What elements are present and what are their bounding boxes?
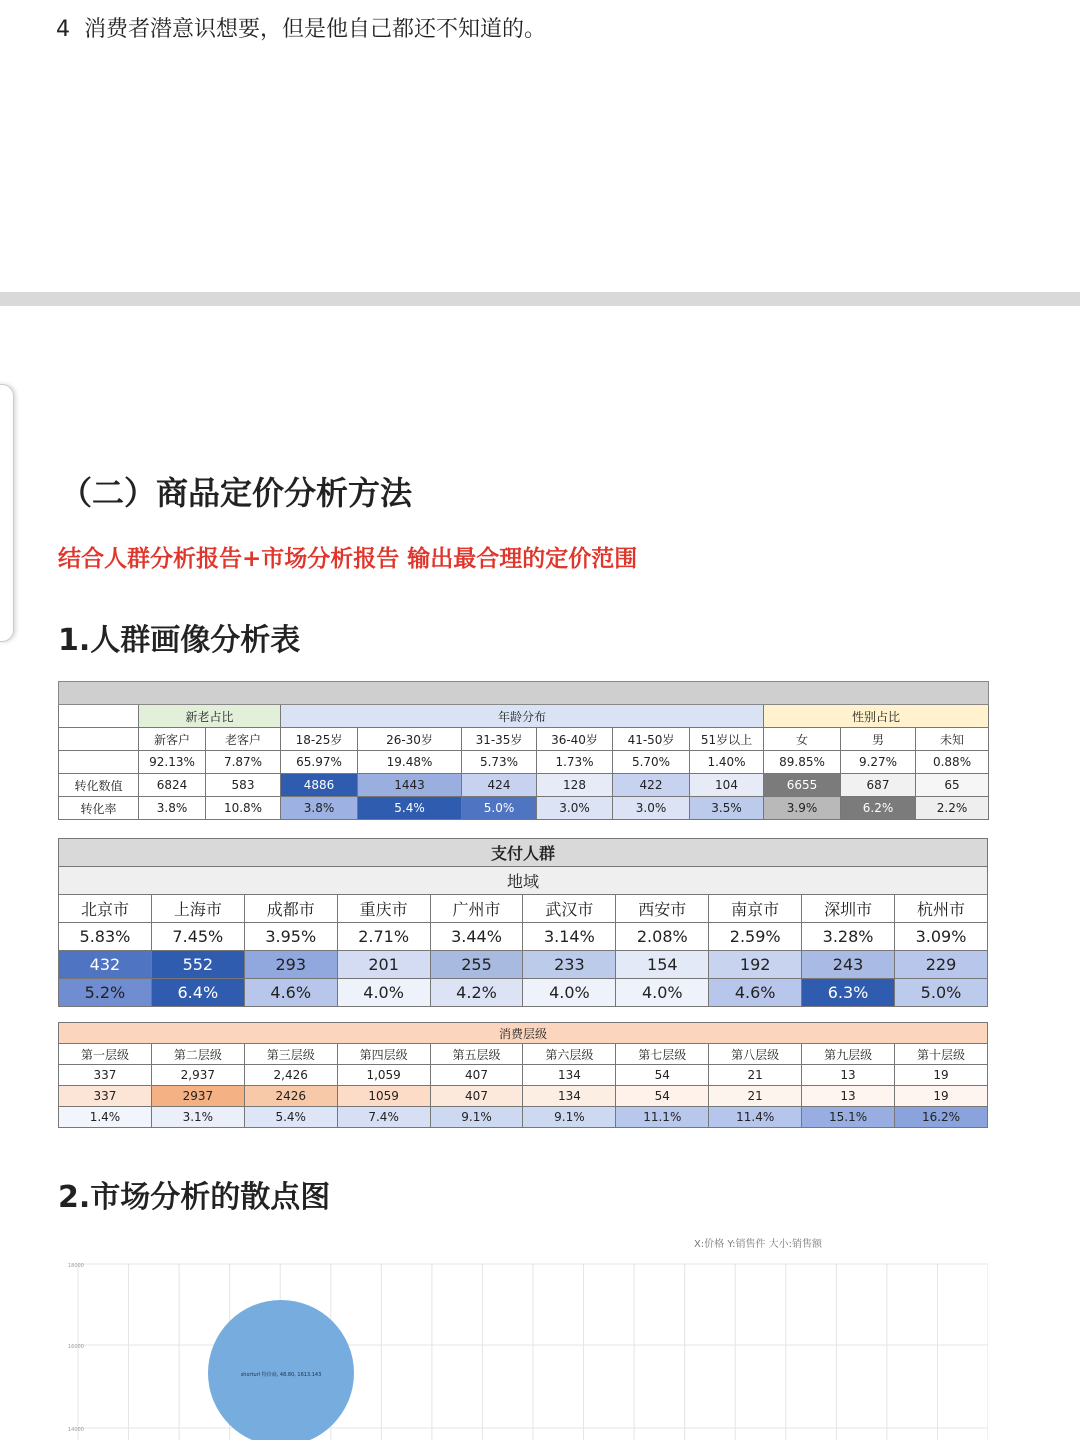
level-value-cell: 1,059 bbox=[337, 1065, 430, 1086]
city-name-cell: 杭州市 bbox=[895, 895, 988, 923]
intro-text: 消费者潜意识想要，但是他自己都还不知道的。 bbox=[84, 17, 547, 42]
level-count-cell: 407 bbox=[430, 1086, 523, 1107]
level-header-cell: 第三层级 bbox=[244, 1044, 337, 1065]
city-share-cell: 3.44% bbox=[430, 923, 523, 951]
section-title: （二）商品定价分析方法 bbox=[60, 474, 413, 512]
table1-col-header: 51岁以上 bbox=[690, 728, 764, 751]
table1-share-cell: 5.73% bbox=[462, 751, 537, 774]
level-value-row bbox=[59, 1065, 988, 1086]
city-name-cell: 西安市 bbox=[616, 895, 709, 923]
scatter-chart bbox=[58, 1228, 988, 1440]
table1-share-cell: 1.40% bbox=[690, 751, 764, 774]
intro-number: 4 bbox=[56, 17, 70, 42]
rate-label: 转化率 bbox=[59, 797, 139, 820]
city-share-cell: 3.09% bbox=[895, 923, 988, 951]
table1-conv-cell: 104 bbox=[690, 774, 764, 797]
city-share-cell: 7.45% bbox=[151, 923, 244, 951]
table1-col-header: 老客户 bbox=[206, 728, 281, 751]
table1-rate-cell: 2.2% bbox=[916, 797, 989, 820]
table1-rate-cell: 3.0% bbox=[613, 797, 690, 820]
table1-conv-cell: 422 bbox=[613, 774, 690, 797]
region-table bbox=[58, 838, 988, 1007]
city-count-cell: 552 bbox=[151, 951, 244, 979]
table1-share-cell: 5.70% bbox=[613, 751, 690, 774]
level-rate-cell: 7.4% bbox=[337, 1107, 430, 1128]
table1-rate-row bbox=[59, 797, 989, 820]
y-tick-label: 16000 bbox=[68, 1344, 84, 1350]
level-header-cell: 第二层级 bbox=[151, 1044, 244, 1065]
table1-col-header: 26-30岁 bbox=[358, 728, 462, 751]
scatter-svg bbox=[58, 1228, 988, 1440]
city-share-cell: 3.14% bbox=[523, 923, 616, 951]
table1-share-cell: 92.13% bbox=[139, 751, 206, 774]
level-header-cell: 第五层级 bbox=[430, 1044, 523, 1065]
city-rate-cell: 4.6% bbox=[709, 979, 802, 1007]
table1-col-header: 31-35岁 bbox=[462, 728, 537, 751]
level-value-cell: 54 bbox=[616, 1065, 709, 1086]
level-rate-cell: 9.1% bbox=[430, 1107, 523, 1128]
table1-group-row bbox=[59, 705, 989, 728]
level-rate-row bbox=[59, 1107, 988, 1128]
city-share-cell: 3.95% bbox=[244, 923, 337, 951]
level-value-cell: 19 bbox=[895, 1065, 988, 1086]
city-rate-cell: 6.3% bbox=[802, 979, 895, 1007]
city-name-cell: 深圳市 bbox=[802, 895, 895, 923]
level-count-cell: 19 bbox=[895, 1086, 988, 1107]
level-value-cell: 2,426 bbox=[244, 1065, 337, 1086]
heading-persona-table: 1.人群画像分析表 bbox=[58, 623, 301, 658]
level-header-cell: 第七层级 bbox=[616, 1044, 709, 1065]
table1-col-header: 36-40岁 bbox=[537, 728, 613, 751]
conv-label: 转化数值 bbox=[59, 774, 139, 797]
level-count-cell: 1059 bbox=[337, 1086, 430, 1107]
y-tick-label: 18000 bbox=[68, 1263, 84, 1269]
region-table-subtitle: 地域 bbox=[59, 867, 988, 895]
section-divider bbox=[0, 292, 1080, 306]
scatter-bubble bbox=[208, 1300, 354, 1440]
persona-table bbox=[58, 681, 989, 820]
level-row bbox=[59, 1044, 988, 1065]
city-share-row bbox=[59, 923, 988, 951]
table1-share-row bbox=[59, 751, 989, 774]
table1-col-header: 未知 bbox=[916, 728, 989, 751]
level-rate-cell: 15.1% bbox=[802, 1107, 895, 1128]
level-table-title: 消费层级 bbox=[59, 1023, 988, 1044]
city-count-cell: 192 bbox=[709, 951, 802, 979]
table1-column-row bbox=[59, 728, 989, 751]
city-name-cell: 上海市 bbox=[151, 895, 244, 923]
level-rate-cell: 3.1% bbox=[151, 1107, 244, 1128]
level-count-cell: 54 bbox=[616, 1086, 709, 1107]
table1-rate-cell: 3.9% bbox=[764, 797, 841, 820]
level-rate-cell: 1.4% bbox=[59, 1107, 152, 1128]
city-rate-cell: 4.0% bbox=[523, 979, 616, 1007]
city-share-cell: 2.71% bbox=[337, 923, 430, 951]
level-header-cell: 第四层级 bbox=[337, 1044, 430, 1065]
city-name-cell: 南京市 bbox=[709, 895, 802, 923]
city-count-row bbox=[59, 951, 988, 979]
level-value-cell: 13 bbox=[802, 1065, 895, 1086]
city-count-cell: 255 bbox=[430, 951, 523, 979]
table1-share-cell: 0.88% bbox=[916, 751, 989, 774]
table1-conv-cell: 1443 bbox=[358, 774, 462, 797]
city-name-cell: 武汉市 bbox=[523, 895, 616, 923]
level-rate-cell: 5.4% bbox=[244, 1107, 337, 1128]
level-rate-cell: 16.2% bbox=[895, 1107, 988, 1128]
level-value-cell: 407 bbox=[430, 1065, 523, 1086]
city-count-cell: 229 bbox=[895, 951, 988, 979]
level-count-cell: 21 bbox=[709, 1086, 802, 1107]
y-ticks bbox=[68, 1263, 84, 1433]
level-count-row bbox=[59, 1086, 988, 1107]
city-name-cell: 重庆市 bbox=[337, 895, 430, 923]
table1-share-cell: 7.87% bbox=[206, 751, 281, 774]
level-count-cell: 2426 bbox=[244, 1086, 337, 1107]
side-drawer-handle[interactable] bbox=[0, 384, 14, 642]
city-count-cell: 293 bbox=[244, 951, 337, 979]
level-value-cell: 134 bbox=[523, 1065, 616, 1086]
city-rate-cell: 4.0% bbox=[337, 979, 430, 1007]
city-name-cell: 北京市 bbox=[59, 895, 152, 923]
table1-rate-cell: 3.5% bbox=[690, 797, 764, 820]
level-header-cell: 第八层级 bbox=[709, 1044, 802, 1065]
table1-col-header: 18-25岁 bbox=[281, 728, 358, 751]
table1-conv-cell: 65 bbox=[916, 774, 989, 797]
level-rate-cell: 9.1% bbox=[523, 1107, 616, 1128]
intro-line bbox=[56, 12, 546, 43]
table1-rate-cell: 5.4% bbox=[358, 797, 462, 820]
level-count-cell: 13 bbox=[802, 1086, 895, 1107]
level-value-cell: 2,937 bbox=[151, 1065, 244, 1086]
level-header-cell: 第六层级 bbox=[523, 1044, 616, 1065]
city-share-cell: 2.59% bbox=[709, 923, 802, 951]
bubble-label: shorturl 特价商, 48.80, 1613.143 bbox=[240, 1372, 322, 1378]
table1-rate-cell: 6.2% bbox=[841, 797, 916, 820]
table1-conv-cell: 4886 bbox=[281, 774, 358, 797]
table1-rate-cell: 3.8% bbox=[139, 797, 206, 820]
table1-conv-cell: 583 bbox=[206, 774, 281, 797]
table1-share-cell: 65.97% bbox=[281, 751, 358, 774]
city-rate-cell: 4.0% bbox=[616, 979, 709, 1007]
city-row bbox=[59, 895, 988, 923]
group-age: 年龄分布 bbox=[281, 705, 764, 728]
chart-title: X:价格 Y:销售件 大小:销售额 bbox=[693, 1239, 823, 1250]
group-new-old: 新老占比 bbox=[139, 705, 281, 728]
heading-scatter: 2.市场分析的散点图 bbox=[58, 1180, 331, 1215]
table1-share-cell: 1.73% bbox=[537, 751, 613, 774]
level-rate-cell: 11.1% bbox=[616, 1107, 709, 1128]
table1-share-cell: 19.48% bbox=[358, 751, 462, 774]
city-rate-cell: 5.0% bbox=[895, 979, 988, 1007]
city-rate-cell: 5.2% bbox=[59, 979, 152, 1007]
level-count-cell: 134 bbox=[523, 1086, 616, 1107]
city-name-cell: 广州市 bbox=[430, 895, 523, 923]
red-subtitle: 结合人群分析报告+市场分析报告 输出最合理的定价范围 bbox=[58, 546, 638, 572]
level-count-cell: 2937 bbox=[151, 1086, 244, 1107]
table1-share-cell: 89.85% bbox=[764, 751, 841, 774]
city-count-cell: 432 bbox=[59, 951, 152, 979]
level-header-cell: 第一层级 bbox=[59, 1044, 152, 1065]
level-rate-cell: 11.4% bbox=[709, 1107, 802, 1128]
city-count-cell: 154 bbox=[616, 951, 709, 979]
table1-rate-cell: 3.8% bbox=[281, 797, 358, 820]
table1-col-header: 41-50岁 bbox=[613, 728, 690, 751]
level-count-cell: 337 bbox=[59, 1086, 152, 1107]
table1-col-header: 女 bbox=[764, 728, 841, 751]
city-rate-cell: 4.6% bbox=[244, 979, 337, 1007]
table1-rate-cell: 10.8% bbox=[206, 797, 281, 820]
consumption-level-table bbox=[58, 1022, 988, 1128]
city-count-cell: 201 bbox=[337, 951, 430, 979]
city-share-cell: 2.08% bbox=[616, 923, 709, 951]
table1-conv-cell: 128 bbox=[537, 774, 613, 797]
level-header-cell: 第十层级 bbox=[895, 1044, 988, 1065]
city-rate-row bbox=[59, 979, 988, 1007]
city-name-cell: 成都市 bbox=[244, 895, 337, 923]
city-rate-cell: 6.4% bbox=[151, 979, 244, 1007]
table1-col-header: 男 bbox=[841, 728, 916, 751]
table1-conv-cell: 6655 bbox=[764, 774, 841, 797]
city-count-cell: 243 bbox=[802, 951, 895, 979]
table1-rate-cell: 5.0% bbox=[462, 797, 537, 820]
city-rate-cell: 4.2% bbox=[430, 979, 523, 1007]
table1-conv-cell: 6824 bbox=[139, 774, 206, 797]
level-header-cell: 第九层级 bbox=[802, 1044, 895, 1065]
table1-rate-cell: 3.0% bbox=[537, 797, 613, 820]
chart-points bbox=[208, 1300, 354, 1440]
table1-conv-cell: 424 bbox=[462, 774, 537, 797]
table1-top-band bbox=[59, 682, 989, 705]
city-share-cell: 5.83% bbox=[59, 923, 152, 951]
level-value-cell: 21 bbox=[709, 1065, 802, 1086]
city-count-cell: 233 bbox=[523, 951, 616, 979]
level-value-cell: 337 bbox=[59, 1065, 152, 1086]
group-gender: 性别占比 bbox=[764, 705, 989, 728]
table1-share-cell: 9.27% bbox=[841, 751, 916, 774]
region-table-title: 支付人群 bbox=[59, 839, 988, 867]
city-share-cell: 3.28% bbox=[802, 923, 895, 951]
y-tick-label: 14000 bbox=[68, 1427, 84, 1433]
table1-conv-cell: 687 bbox=[841, 774, 916, 797]
table1-col-header: 新客户 bbox=[139, 728, 206, 751]
table1-conversion-row bbox=[59, 774, 989, 797]
